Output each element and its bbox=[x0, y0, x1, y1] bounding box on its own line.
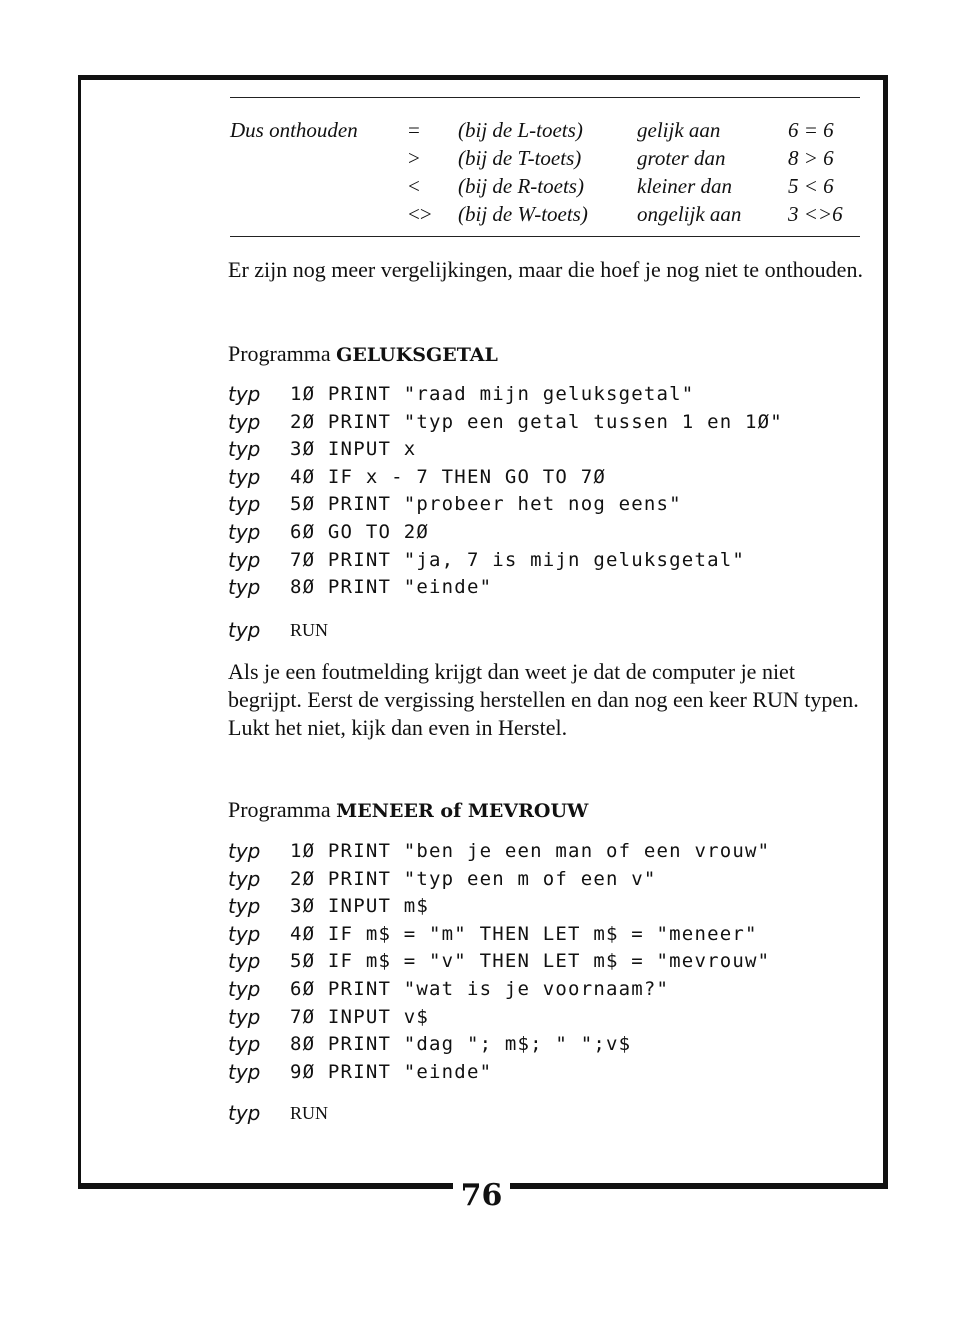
summary-lead: Dus onthouden bbox=[230, 118, 358, 142]
typ-label: typ bbox=[228, 921, 261, 946]
typ-label: typ bbox=[228, 382, 261, 406]
code-text: 2Ø PRINT "typ een m of een v" bbox=[290, 867, 657, 890]
frame-left-border bbox=[78, 75, 81, 1189]
code-line bbox=[228, 1031, 868, 1059]
program-heading bbox=[228, 339, 498, 370]
program-heading bbox=[228, 795, 588, 826]
code-line bbox=[228, 838, 868, 866]
code-line bbox=[228, 491, 868, 519]
code-text: 9Ø PRINT "einde" bbox=[290, 1060, 493, 1083]
code-text: 4Ø IF m$ = "m" THEN LET m$ = "meneer" bbox=[290, 922, 758, 945]
code-text: 8Ø PRINT "einde" bbox=[290, 576, 493, 599]
program-listing bbox=[228, 381, 868, 602]
typ-label: typ bbox=[228, 894, 261, 919]
program-listing bbox=[228, 838, 868, 1086]
summary-operator: <> bbox=[408, 202, 432, 226]
program-heading-prefix: Programma bbox=[228, 797, 331, 822]
typ-label: typ bbox=[228, 464, 261, 489]
summary-meaning: groter dan bbox=[637, 146, 726, 170]
typ-label: typ bbox=[228, 437, 261, 462]
code-line bbox=[228, 547, 868, 575]
summary-row bbox=[230, 144, 870, 172]
typ-label: typ bbox=[228, 1004, 261, 1029]
code-text: 7Ø PRINT "ja, 7 is mijn geluksgetal" bbox=[290, 548, 746, 571]
summary-row bbox=[230, 116, 870, 144]
code-line bbox=[228, 1004, 868, 1032]
code-line bbox=[228, 893, 868, 921]
page-number: 76 bbox=[460, 1178, 503, 1213]
summary-operator: < bbox=[408, 174, 420, 198]
code-line bbox=[228, 866, 868, 894]
code-line bbox=[228, 948, 868, 976]
program-heading-prefix: Programma bbox=[228, 341, 331, 366]
intro-paragraph: Er zijn nog meer vergelijkingen, maar die hoef je nog niet te onthouden. bbox=[228, 257, 863, 282]
summary-bottom-rule bbox=[230, 236, 860, 237]
typ-label: typ bbox=[228, 547, 261, 572]
typ-label: typ bbox=[228, 976, 261, 1001]
summary-row bbox=[230, 172, 870, 200]
summary-key: (bij de T-toets) bbox=[458, 146, 582, 170]
code-line bbox=[228, 381, 868, 409]
typ-label: typ bbox=[228, 949, 261, 974]
summary-key: (bij de R-toets) bbox=[458, 174, 584, 198]
code-line bbox=[228, 976, 868, 1004]
summary-example: 6 = 6 bbox=[788, 118, 834, 142]
summary-example: 8 > 6 bbox=[788, 146, 834, 170]
code-line bbox=[228, 436, 868, 464]
code-text: 1Ø PRINT "ben je een man of een vrouw" bbox=[290, 840, 771, 862]
typ-label: typ bbox=[228, 1101, 261, 1125]
program-heading-name: MENEER of MEVROUW bbox=[336, 800, 589, 822]
typ-label: typ bbox=[228, 409, 261, 434]
typ-label: typ bbox=[228, 866, 261, 891]
frame-top-border bbox=[78, 75, 888, 80]
summary-example: 5 < 6 bbox=[788, 174, 834, 198]
summary-meaning: kleiner dan bbox=[637, 174, 733, 198]
summary-key: (bij de W-toets) bbox=[458, 202, 588, 226]
typ-label: typ bbox=[228, 519, 261, 544]
summary-row bbox=[230, 200, 870, 228]
typ-label: typ bbox=[228, 492, 261, 517]
summary-meaning: ongelijk aan bbox=[637, 202, 742, 226]
code-text: 6Ø GO TO 2Ø bbox=[290, 520, 430, 543]
frame-right-border bbox=[883, 75, 888, 1189]
code-text: 8Ø PRINT "dag "; m$; " ";v$ bbox=[290, 1033, 632, 1056]
code-line bbox=[228, 574, 868, 602]
program-heading-name: GELUKSGETAL bbox=[336, 344, 498, 366]
code-text: 1Ø PRINT "raad mijn geluksgetal" bbox=[290, 383, 695, 405]
summary-operator: = bbox=[408, 118, 420, 142]
code-line bbox=[228, 464, 868, 492]
code-text: 6Ø PRINT "wat is je voornaam?" bbox=[290, 977, 670, 1000]
code-text: 5Ø PRINT "probeer het nog eens" bbox=[290, 493, 682, 516]
error-paragraph: Als je een foutmelding krijgt dan weet je dat de computer je niet begrijpt. Eerst de vergissing herstellen en dan nog een keer RUN typen. Lukt het niet, kijk dan even in Herstel. bbox=[228, 659, 859, 740]
summary-key: (bij de L-toets) bbox=[458, 118, 583, 142]
run-command: RUN bbox=[290, 1103, 329, 1123]
code-text: 2Ø PRINT "typ een getal tussen 1 en 1Ø" bbox=[290, 410, 783, 433]
typ-label: typ bbox=[228, 618, 261, 642]
code-line bbox=[228, 519, 868, 547]
summary-example: 3 <>6 bbox=[788, 202, 843, 226]
code-text: 3Ø INPUT x bbox=[290, 438, 417, 461]
code-text: 7Ø INPUT v$ bbox=[290, 1005, 430, 1028]
typ-label: typ bbox=[228, 575, 261, 600]
frame-bottom-border-right bbox=[510, 1183, 888, 1189]
frame-bottom-border-left bbox=[78, 1183, 453, 1189]
typ-label: typ bbox=[228, 1032, 261, 1057]
summary-meaning: gelijk aan bbox=[637, 118, 721, 142]
code-line bbox=[228, 409, 868, 437]
code-line bbox=[228, 1059, 868, 1087]
typ-label: typ bbox=[228, 1059, 261, 1084]
code-text: 5Ø IF m$ = "v" THEN LET m$ = "mevrouw" bbox=[290, 950, 771, 973]
code-line bbox=[228, 921, 868, 949]
comparison-summary bbox=[230, 116, 870, 228]
summary-operator: > bbox=[408, 146, 420, 170]
run-command: RUN bbox=[290, 620, 329, 640]
code-text: 3Ø INPUT m$ bbox=[290, 895, 430, 918]
code-text: 4Ø IF x - 7 THEN GO TO 7Ø bbox=[290, 465, 606, 488]
summary-top-rule bbox=[230, 97, 860, 98]
typ-label: typ bbox=[228, 839, 261, 863]
